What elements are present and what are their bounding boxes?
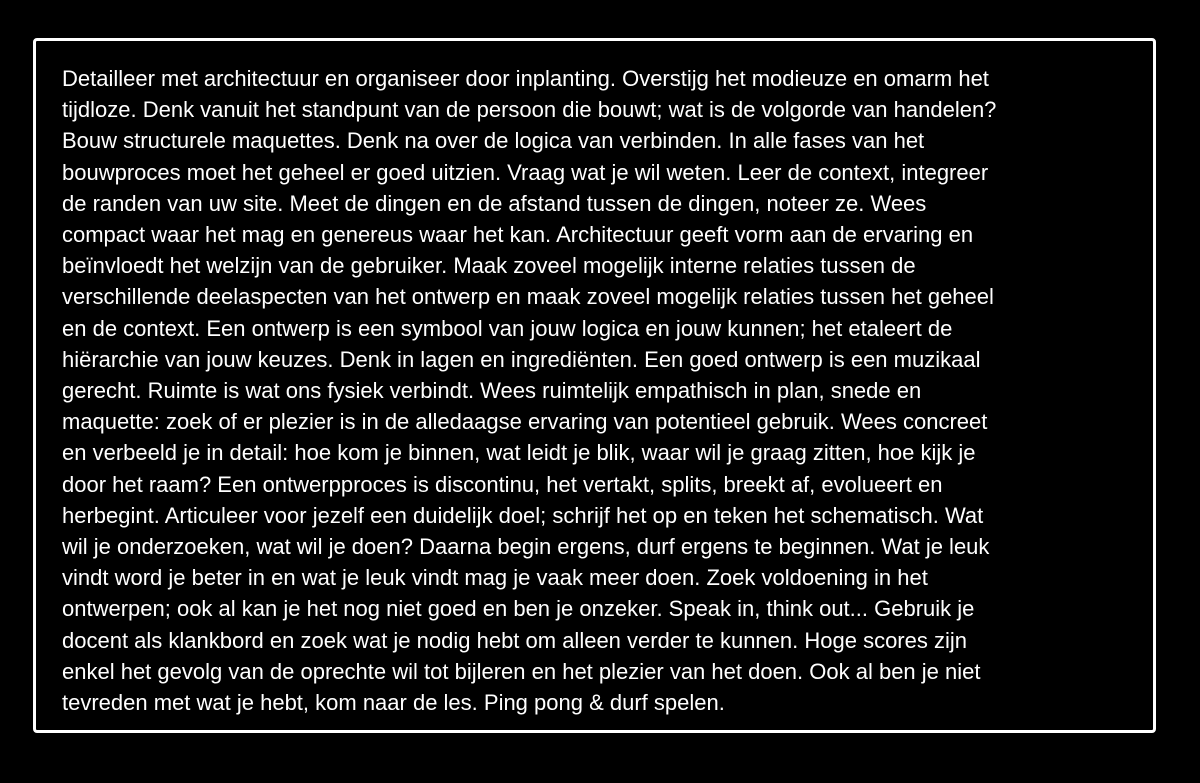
text-line-14: door het raam? Een ontwerpproces is discontinu, het vertakt, splits, breekt af, evolueert en xyxy=(62,471,943,497)
text-line-16: wil je onderzoeken, wat wil je doen? Daarna begin ergens, durf ergens te beginnen. Wat je leuk xyxy=(62,534,990,560)
text-line-5: de randen van uw site. Meet de dingen en de afstand tussen de dingen, noteer ze. Wees xyxy=(62,190,927,216)
text-line-7: beïnvloedt het welzijn van de gebruiker. Maak zoveel mogelijk interne relaties tussen de xyxy=(62,253,916,279)
text-line-9: en de context. Een ontwerp is een symbool van jouw logica en jouw kunnen; het etaleert de xyxy=(62,315,953,341)
text-line-21: tevreden met wat je hebt, kom naar de les. Ping pong & durf spelen. xyxy=(62,690,725,716)
text-line-1: Detailleer met architectuur en organiseer door inplanting. Overstijg het modieuze en omarm het xyxy=(62,66,989,91)
text-line-18: ontwerpen; ook al kan je het nog niet goed en ben je onzeker. Speak in, think out... Gebruik je xyxy=(62,596,975,622)
manifesto-text xyxy=(62,63,1142,718)
text-line-6: compact waar het mag en genereus waar het kan. Architectuur geeft vorm aan de ervaring en xyxy=(62,222,974,248)
text-line-8: verschillende deelaspecten van het ontwerp en maak zoveel mogelijk relaties tussen het geheel xyxy=(62,284,994,310)
text-line-4: bouwproces moet het geheel er goed uitzien. Vraag wat je wil weten. Leer de context, integreer xyxy=(62,159,989,185)
text-line-12: maquette: zoek of er plezier is in de alledaagse ervaring van potentieel gebruik. Wees concreet xyxy=(62,409,988,435)
text-line-17: vindt word je beter in en wat je leuk vindt mag je vaak meer doen. Zoek voldoening in het xyxy=(62,565,928,591)
text-line-11: gerecht. Ruimte is wat ons fysiek verbindt. Wees ruimtelijk empathisch in plan, snede en xyxy=(62,378,922,404)
text-line-10: hiërarchie van jouw keuzes. Denk in lagen en ingrediënten. Een goed ontwerp is een muzikaal xyxy=(62,346,981,372)
text-line-15: herbegint. Articuleer voor jezelf een duidelijk doel; schrijf het op en teken het schematisch. Wat xyxy=(62,502,984,528)
text-line-19: docent als klankbord en zoek wat je nodig hebt om alleen verder te kunnen. Hoge scores zijn xyxy=(62,627,967,653)
text-line-20: enkel het gevolg van de oprechte wil tot bijleren en het plezier van het doen. Ook al ben je niet xyxy=(62,658,981,684)
text-line-2: tijdloze. Denk vanuit het standpunt van de persoon die bouwt; wat is de volgorde van handelen? xyxy=(62,97,997,123)
text-line-13: en verbeeld je in detail: hoe kom je binnen, wat leidt je blik, waar wil je graag zitten, hoe kijk je xyxy=(62,440,976,466)
text-line-3: Bouw structurele maquettes. Denk na over de logica van verbinden. In alle fases van het xyxy=(62,128,925,154)
